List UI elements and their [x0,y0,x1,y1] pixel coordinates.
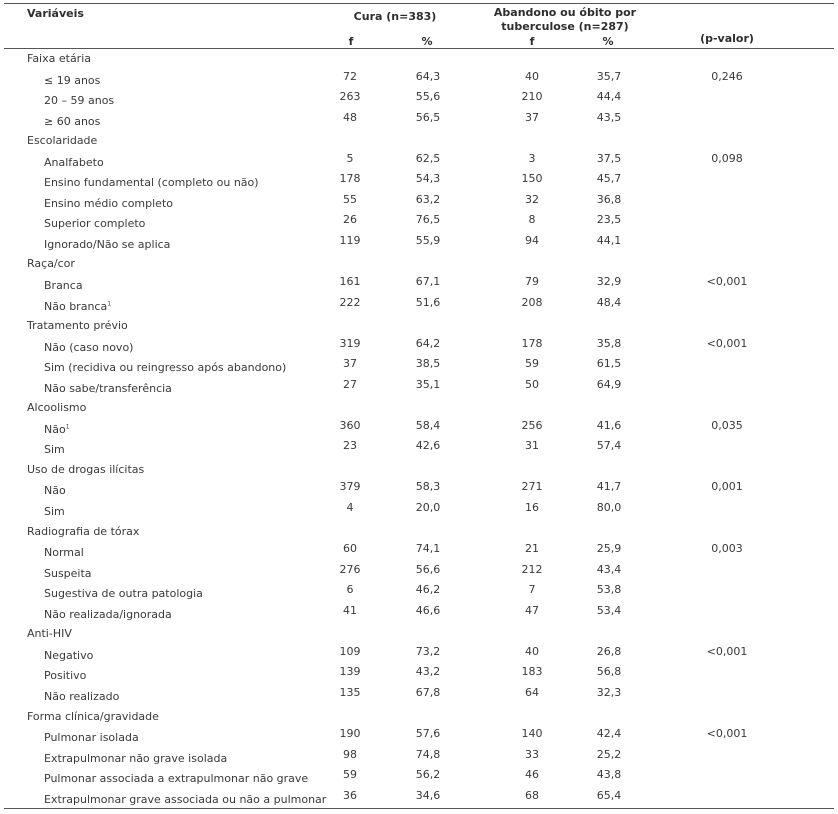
table-row [0,275,838,296]
abandono-pct-cell: 41,7 [596,480,622,494]
abandono-f-cell: 31 [525,439,539,453]
abandono-f-cell: 7 [528,583,536,597]
row-label [44,300,111,313]
abandono-pct-cell: 61,5 [596,357,622,371]
label-text: Extrapulmonar grave associada ou não a pulmonar [44,792,327,806]
category-label [27,257,75,270]
row-label [44,443,65,456]
cura-pct-cell: 42,6 [415,439,441,453]
category-row [0,707,838,728]
cura-f-cell: 60 [343,542,357,556]
label-text: Faixa etária [27,52,92,65]
label-text: Sugestiva de outra patologia [44,587,203,601]
table-row [0,378,838,399]
category-row [0,254,838,275]
cura-f-cell: 27 [343,377,357,391]
abandono-pct-cell: 32,9 [596,275,622,289]
top-rule [4,3,834,4]
category-label [27,710,159,723]
abandono-f-cell: 40 [525,69,539,83]
table-row [0,583,838,604]
abandono-pct-cell: 80,0 [596,501,622,515]
cura-f-cell: 135 [339,685,361,699]
label-text: 20 – 59 anos [44,94,115,108]
label-text: Pulmonar isolada [44,731,139,745]
abandono-pct-cell: 25,2 [596,747,622,761]
cura-pct-cell: 74,8 [415,747,441,761]
cura-f-cell: 178 [339,172,361,186]
abandono-f-cell: 32 [525,192,539,206]
cura-pct-cell: 55,6 [415,90,441,104]
cura-pct-cell: 46,2 [415,583,441,597]
row-label [44,546,84,559]
abandono-f-cell: 40 [525,644,539,658]
cura-f-cell: 37 [343,357,357,371]
cura-f-cell: 72 [343,69,357,83]
abandono-f-cell: 212 [521,562,543,576]
table-row [0,686,838,707]
cura-f-cell: 48 [343,110,357,124]
cura-f-cell: 190 [339,727,361,741]
abandono-pct-cell: 48,4 [596,295,622,309]
table-row [0,604,838,625]
row-label [44,115,100,128]
footnote-marker: 1 [65,423,70,431]
label-text: Suspeita [44,566,92,580]
abandono-pct-cell: 53,8 [596,583,622,597]
cura-pct-cell: 64,2 [415,336,441,350]
cura-f-cell: 161 [339,275,361,289]
abandono-pct-cell: 25,9 [596,542,622,556]
label-text: Normal [44,546,84,560]
header-abandono-f: f [529,35,535,48]
category-label [27,52,91,65]
abandono-f-cell: 210 [521,90,543,104]
row-label [44,793,326,806]
header-abandono-line2: tuberculose (n=287) [501,20,629,33]
label-text: Extrapulmonar não grave isolada [44,751,228,765]
row-label [44,587,203,600]
cura-pct-cell: 64,3 [415,69,441,83]
abandono-f-cell: 21 [525,542,539,556]
header-abandono-pct: % [602,35,614,48]
table-row [0,727,838,748]
table-row [0,768,838,789]
cura-pct-cell: 73,2 [415,644,441,658]
cura-f-cell: 109 [339,644,361,658]
label-text: ≤ 19 anos [44,73,101,87]
row-label [44,505,65,518]
label-text: Não realizada/ignorada [44,607,172,621]
pvalue-cell: 0,098 [711,151,743,165]
row-label [44,423,70,436]
abandono-f-cell: 8 [528,213,536,227]
cura-f-cell: 139 [339,665,361,679]
cura-f-cell: 23 [343,439,357,453]
label-text: Pulmonar associada a extrapulmonar não grave [44,772,309,786]
table-row [0,172,838,193]
category-label [27,134,97,147]
bottom-rule [4,808,834,809]
abandono-f-cell: 183 [521,665,543,679]
cura-f-cell: 55 [343,192,357,206]
cura-pct-cell: 54,3 [415,172,441,186]
label-text: Analfabeto [44,155,104,169]
cura-f-cell: 379 [339,480,361,494]
pvalue-cell: 0,003 [711,542,743,556]
row-label [44,567,92,580]
cura-pct-cell: 76,5 [415,213,441,227]
category-label [27,401,86,414]
abandono-pct-cell: 43,8 [596,768,622,782]
cura-pct-cell: 63,2 [415,192,441,206]
table-row [0,70,838,91]
label-text: Não [44,422,66,436]
table-row [0,296,838,317]
row-label [44,341,133,354]
abandono-pct-cell: 41,6 [596,418,622,432]
abandono-pct-cell: 23,5 [596,213,622,227]
pvalue-cell: 0,001 [711,480,743,494]
cura-pct-cell: 51,6 [415,295,441,309]
row-label [44,649,93,662]
abandono-pct-cell: 36,8 [596,192,622,206]
table-row [0,234,838,255]
label-text: Uso de drogas ilícitas [27,462,145,476]
row-label [44,361,286,374]
abandono-pct-cell: 32,3 [596,685,622,699]
abandono-f-cell: 256 [521,418,543,432]
label-text: Ensino fundamental (completo ou não) [44,176,259,190]
table-row [0,419,838,440]
cura-f-cell: 360 [339,418,361,432]
table-row [0,789,838,810]
footnote-marker: 1 [107,299,112,307]
abandono-f-cell: 33 [525,747,539,761]
abandono-f-cell: 178 [521,336,543,350]
abandono-f-cell: 3 [528,151,536,165]
row-label [44,731,139,744]
pvalue-cell: <0,001 [706,644,748,658]
cura-f-cell: 36 [343,788,357,802]
abandono-pct-cell: 45,7 [596,172,622,186]
cura-pct-cell: 55,9 [415,233,441,247]
abandono-pct-cell: 65,4 [596,788,622,802]
header-cura-pct: % [421,35,433,48]
category-row [0,624,838,645]
label-text: Não [44,484,66,498]
table-row [0,213,838,234]
row-label [44,690,119,703]
table-row [0,357,838,378]
table-row [0,501,838,522]
cura-f-cell: 98 [343,747,357,761]
row-label [44,156,104,169]
cura-f-cell: 319 [339,336,361,350]
label-text: Sim (recidiva ou reingresso após abandono) [44,361,287,375]
label-text: Branca [44,279,83,293]
label-text: Ensino médio completo [44,196,173,210]
abandono-pct-cell: 35,8 [596,336,622,350]
abandono-pct-cell: 53,4 [596,603,622,617]
row-label [44,74,100,87]
row-label [44,197,173,210]
label-text: Sim [44,443,65,457]
row-label [44,94,114,107]
label-text: Radiografia de tórax [27,524,140,538]
abandono-f-cell: 208 [521,295,543,309]
abandono-f-cell: 46 [525,768,539,782]
label-text: Escolaridade [27,134,98,148]
label-text: Não branca [44,299,108,313]
header-pvalor: (p-valor) [700,32,754,45]
header-cura-f: f [348,35,354,48]
cura-f-cell: 6 [346,583,354,597]
category-row [0,460,838,481]
header-abandono-line1: Abandono ou óbito por [493,6,637,19]
category-row [0,316,838,337]
abandono-f-cell: 64 [525,685,539,699]
abandono-pct-cell: 44,4 [596,90,622,104]
abandono-pct-cell: 57,4 [596,439,622,453]
label-text: Superior completo [44,217,146,231]
row-label [44,484,66,497]
label-text: ≥ 60 anos [44,114,101,128]
cura-pct-cell: 58,4 [415,418,441,432]
cura-pct-cell: 58,3 [415,480,441,494]
abandono-f-cell: 79 [525,275,539,289]
abandono-pct-cell: 56,8 [596,665,622,679]
abandono-f-cell: 68 [525,788,539,802]
category-label [27,525,139,538]
table-row [0,111,838,132]
cura-pct-cell: 43,2 [415,665,441,679]
pvalue-cell: <0,001 [706,727,748,741]
header-cura: Cura (n=383) [353,10,437,23]
abandono-pct-cell: 26,8 [596,644,622,658]
cura-pct-cell: 62,5 [415,151,441,165]
pvalue-cell: 0,246 [711,69,743,83]
category-label [27,319,128,332]
label-text: Raça/cor [27,257,75,271]
cura-f-cell: 276 [339,562,361,576]
cura-pct-cell: 46,6 [415,603,441,617]
category-label [27,463,144,476]
row-label [44,772,308,785]
category-row [0,522,838,543]
header-variaveis: Variáveis [27,7,84,20]
table-row [0,90,838,111]
table-row [0,542,838,563]
abandono-pct-cell: 43,4 [596,562,622,576]
category-row [0,49,838,70]
cura-pct-cell: 74,1 [415,542,441,556]
abandono-f-cell: 140 [521,727,543,741]
cura-pct-cell: 57,6 [415,727,441,741]
label-text: Não sabe/transferência [44,381,172,395]
cura-pct-cell: 38,5 [415,357,441,371]
label-text: Não realizado [44,689,120,703]
cura-pct-cell: 35,1 [415,377,441,391]
category-label [27,627,72,640]
label-text: Alcoolismo [27,401,87,415]
row-label [44,669,86,682]
abandono-pct-cell: 37,5 [596,151,622,165]
abandono-f-cell: 271 [521,480,543,494]
table-row [0,645,838,666]
label-text: Positivo [44,669,87,683]
table-row [0,748,838,769]
label-text: Ignorado/Não se aplica [44,237,171,251]
label-text: Forma clínica/gravidade [27,709,159,723]
cura-f-cell: 119 [339,233,361,247]
abandono-pct-cell: 42,4 [596,727,622,741]
table-row [0,665,838,686]
table-row [0,152,838,173]
cura-f-cell: 263 [339,90,361,104]
pvalue-cell: 0,035 [711,418,743,432]
label-text: Sim [44,505,65,519]
abandono-f-cell: 50 [525,377,539,391]
cura-pct-cell: 67,1 [415,275,441,289]
table-row [0,563,838,584]
category-row [0,398,838,419]
row-label [44,279,83,292]
category-row [0,131,838,152]
abandono-f-cell: 59 [525,357,539,371]
abandono-f-cell: 16 [525,501,539,515]
table-row [0,193,838,214]
cura-pct-cell: 56,5 [415,110,441,124]
abandono-f-cell: 37 [525,110,539,124]
label-text: Tratamento prévio [27,319,128,333]
table-row [0,337,838,358]
row-label [44,752,227,765]
label-text: Negativo [44,648,94,662]
table-row [0,439,838,460]
label-text: Anti-HIV [27,627,72,641]
cura-pct-cell: 56,6 [415,562,441,576]
cura-f-cell: 4 [346,501,354,515]
abandono-pct-cell: 64,9 [596,377,622,391]
row-label [44,176,259,189]
cura-f-cell: 59 [343,768,357,782]
abandono-pct-cell: 35,7 [596,69,622,83]
cura-pct-cell: 34,6 [415,788,441,802]
abandono-pct-cell: 44,1 [596,233,622,247]
label-text: Não (caso novo) [44,340,134,354]
abandono-f-cell: 94 [525,233,539,247]
cura-f-cell: 41 [343,603,357,617]
cura-f-cell: 5 [346,151,354,165]
abandono-f-cell: 150 [521,172,543,186]
cura-f-cell: 26 [343,213,357,227]
cura-pct-cell: 67,8 [415,685,441,699]
abandono-pct-cell: 43,5 [596,110,622,124]
cura-pct-cell: 20,0 [415,501,441,515]
abandono-f-cell: 47 [525,603,539,617]
pvalue-cell: <0,001 [706,275,748,289]
row-label [44,238,170,251]
table-row [0,480,838,501]
cura-pct-cell: 56,2 [415,768,441,782]
pvalue-cell: <0,001 [706,336,748,350]
row-label [44,217,145,230]
row-label [44,382,172,395]
table-body [0,49,838,809]
row-label [44,608,172,621]
cura-f-cell: 222 [339,295,361,309]
